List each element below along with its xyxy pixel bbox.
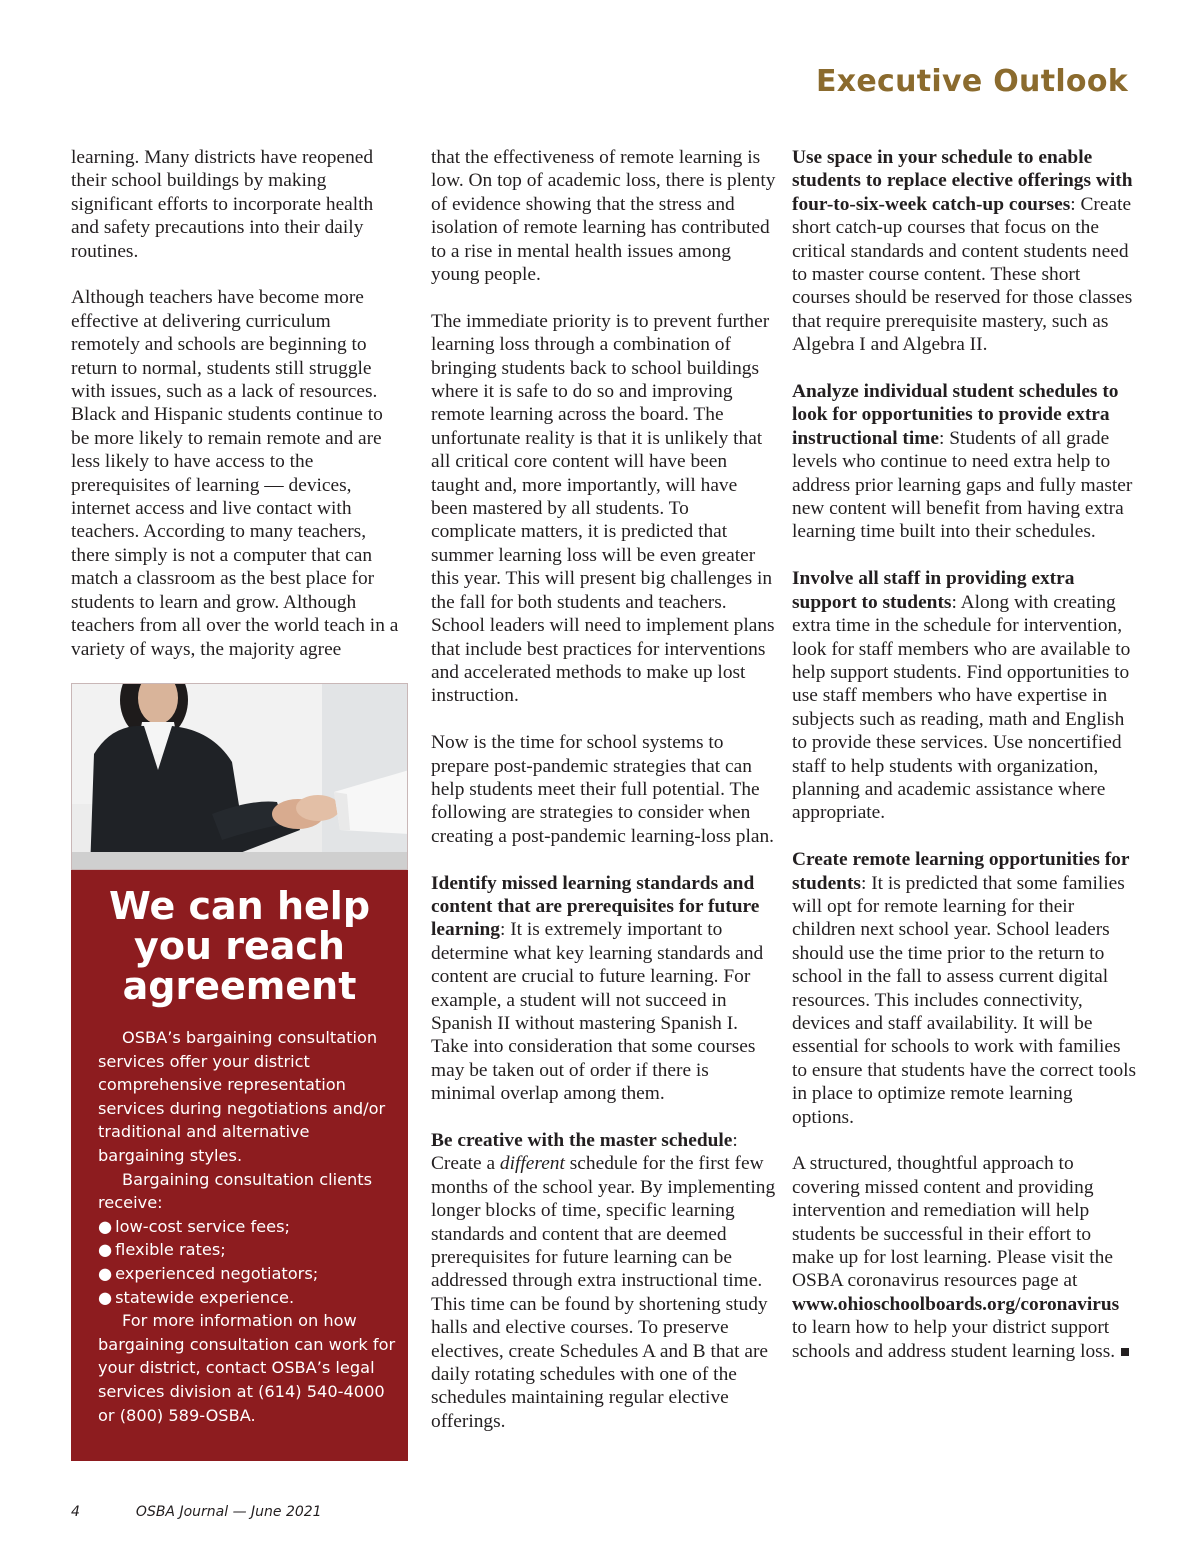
ad-body	[98, 1026, 398, 1427]
section-title: Executive Outlook	[815, 64, 1128, 99]
publication-info: OSBA Journal — June 2021	[135, 1504, 322, 1520]
closing-text: A structured, thoughtful approach to covering missed content and providing intervention and remediation will help students be successful in their effort to make up for lost learning. Please visit the OSBA coronavirus resources page at	[792, 1153, 1113, 1292]
list-item: ● low-cost service fees;	[98, 1215, 398, 1239]
ad-headline-line: We can help	[108, 884, 371, 928]
paragraph: learning. Many districts have reopened their school buildings by making significant efforts to incorporate health and safety precautions into their daily routines.	[71, 147, 374, 262]
strategy-text: : Create a	[431, 1130, 738, 1175]
paragraph	[792, 848, 1137, 1129]
paragraph	[792, 567, 1137, 824]
strategy-text: schedule for the first few months of the school year. By implementing longer blocks of time, specific learning standards and content that are deemed prerequisites for future learning can be addressed through extra instructional time. This time can be found by shortening study halls and elective courses. To preserve electives, create Schedules A and B that are daily rotating schedules with one of the schedules maintaining regular elective offerings.	[431, 1153, 776, 1432]
page-number: 4	[71, 1504, 80, 1520]
strategy-text: : It is predicted that some families will opt for remote learning for their children next school year. School leaders should use the time prior to the return to school in the fall to assess current digital resources. This includes connectivity, devices and staff availability. It will be essential for schools to work with families to ensure that students have the correct tools in place to optimize remote learning options.	[792, 872, 1137, 1128]
article-column-3	[792, 146, 1137, 1386]
ad-clients-text: Bargaining consultation clients receive:	[98, 1169, 373, 1213]
ad-benefits-list	[98, 1215, 398, 1309]
ad-headline	[71, 886, 408, 1006]
closing-text: to learn how to help your district support schools and address student learning loss.	[792, 1317, 1116, 1362]
strategy-text: : Along with creating extra time in the schedule for intervention, look for staff members who are available to help support students. Find opportunities to use staff members who have expertise in subjects such as reading, math and English to provide these services. Use noncertified staff to help students with organization, planning and academic assistance where appropriate.	[792, 591, 1131, 824]
paragraph: Now is the time for school systems to prepare post-pandemic strategies that can help students meet their full potential. The following are strategies to consider when creating a post-pandemic learning-loss plan.	[431, 732, 774, 847]
article-column-1	[71, 146, 403, 684]
paragraph: that the effectiveness of remote learning is low. On top of academic loss, there is plenty of evidence showing that the stress and isolation of remote learning has contributed to a rise in mental health issues among young people.	[431, 147, 776, 286]
paragraph	[792, 1152, 1137, 1363]
paragraph	[431, 872, 776, 1106]
paragraph: The immediate priority is to prevent further learning loss through a combination of bringing students back to school buildings where it is safe to do so and improving remote learning across the board. The unfortunate reality is that it is unlikely that all critical core content will have been taught and, more importantly, will have been mastered by all students. To complicate matters, it is predicted that summer learning loss will be even greater this year. This will present big challenges in the fall for both students and teachers. School leaders will need to implement plans that include best practices for interventions and accelerated methods to make up lost instruction.	[431, 310, 775, 707]
strategy-heading: Be creative with the master schedule	[431, 1130, 733, 1151]
handshake-photo	[71, 683, 408, 870]
strategy-heading: Create remote learning opportunities for students	[792, 849, 1130, 894]
emphasis: different	[499, 1153, 565, 1175]
page-footer	[71, 1504, 322, 1520]
handshake-illustration	[72, 684, 408, 870]
strategy-heading: Identify missed learning standards and content that are prerequisites for future learning	[431, 872, 760, 941]
strategy-heading: Analyze individual student schedules to look for opportunities to provide extra instructional time	[792, 381, 1119, 449]
strategy-text: : It is extremely important to determine what key learning standards and content are crucial to future learning. For example, a student will not succeed in Spanish II without mastering Spanish I. Take into consideration that some courses may be taken out of order if there is minimal overlap among them.	[431, 919, 764, 1105]
list-item: ● experienced negotiators;	[98, 1262, 398, 1286]
paragraph	[792, 380, 1137, 544]
resource-link[interactable]: www.ohioschoolboards.org/coronavirus	[792, 1293, 1120, 1315]
ad-headline-line: agreement	[122, 964, 357, 1008]
ad-headline-line: you reach	[134, 924, 345, 968]
ad-contact: For more information on how bargaining consultation can work for your district, contact OSBA’s legal services division at (614) 540-4000 or (800) 589-OSBA.	[98, 1311, 396, 1425]
paragraph	[792, 146, 1137, 357]
list-item: ● statewide experience.	[98, 1286, 398, 1310]
strategy-text: : Create short catch-up courses that focus on the critical standards and content students need to master course content. These short courses should be reserved for those classes that require prerequisite mastery, such as Algebra I and Algebra II.	[792, 193, 1133, 356]
paragraph: Although teachers have become more effective at delivering curriculum remotely and schools are beginning to return to normal, students still struggle with issues, such as a lack of resources. Black and Hispanic students continue to be more likely to remain remote and are less likely to have access to the prerequisites of learning — devices, internet access and live contact with teachers. According to many teachers, there simply is not a computer that can match a classroom as the best place for students to learn and grow. Although teachers from all over the world teach in a variety of ways, the majority agree	[71, 287, 399, 660]
article-column-2	[431, 146, 776, 1457]
list-item: ● flexible rates;	[98, 1238, 398, 1262]
strategy-heading: Involve all staff in providing extra support to students	[792, 568, 1075, 613]
strategy-text: : Students of all grade levels who continue to need extra help to address prior learning gaps and fully master new content will benefit from having extra learning time built into their schedules.	[792, 427, 1133, 543]
ad-intro: OSBA’s bargaining consultation services offer your district comprehensive representation services during negotiations and/or traditional and alternative bargaining styles.	[98, 1028, 386, 1165]
strategy-heading: Use space in your schedule to enable students to replace elective offerings with four-to-six-week catch-up courses	[792, 147, 1133, 215]
end-mark-icon	[1121, 1348, 1129, 1356]
paragraph	[431, 1129, 776, 1433]
bargaining-ad	[71, 683, 408, 1461]
